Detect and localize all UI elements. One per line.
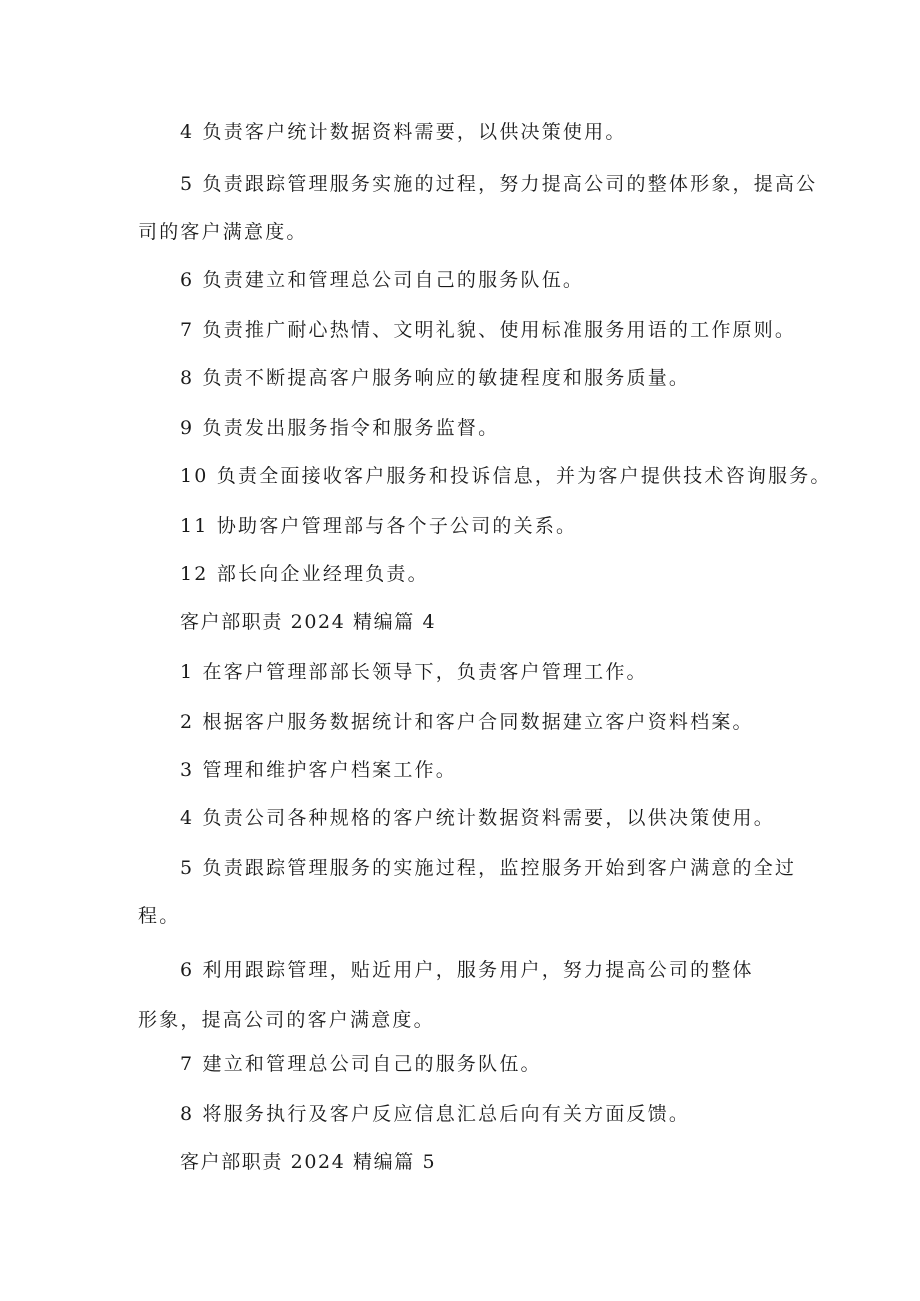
- paragraph-line: 8 负责不断提高客户服务响应的敏捷程度和服务质量。: [180, 367, 691, 389]
- paragraph-line: 9 负责发出服务指令和服务监督。: [180, 417, 500, 439]
- paragraph-line: 10 负责全面接收客户服务和投诉信息，并为客户提供技术咨询服务。: [180, 465, 832, 487]
- paragraph-line: 5 负责跟踪管理服务实施的过程，努力提高公司的整体形象，提高公: [180, 173, 818, 195]
- paragraph-line: 1 在客户管理部部长领导下，负责客户管理工作。: [180, 661, 648, 683]
- paragraph-line: 6 负责建立和管理总公司自己的服务队伍。: [180, 269, 585, 291]
- paragraph-line: 8 将服务执行及客户反应信息汇总后向有关方面反馈。: [180, 1103, 691, 1125]
- paragraph-line: 7 负责推广耐心热情、文明礼貌、使用标准服务用语的工作原则。: [180, 319, 797, 341]
- paragraph-line: 5 负责跟踪管理服务的实施过程，监控服务开始到客户满意的全过: [180, 857, 797, 879]
- paragraph-line: 3 管理和维护客户档案工作。: [180, 759, 457, 781]
- paragraph-line: 11 协助客户管理部与各个子公司的关系。: [180, 515, 578, 537]
- paragraph-line: 7 建立和管理总公司自己的服务队伍。: [180, 1053, 542, 1075]
- paragraph-line: 2 根据客户服务数据统计和客户合同数据建立客户资料档案。: [180, 711, 754, 733]
- paragraph-line: 司的客户满意度。: [138, 221, 308, 243]
- paragraph-line: 形象，提高公司的客户满意度。: [138, 1009, 435, 1031]
- section-heading: 客户部职责 2024 精编篇 5: [180, 1151, 437, 1173]
- section-heading: 客户部职责 2024 精编篇 4: [180, 611, 437, 633]
- paragraph-line: 4 负责客户统计数据资料需要，以供决策使用。: [180, 121, 627, 143]
- paragraph-line: 6 利用跟踪管理，贴近用户，服务用户，努力提高公司的整体: [180, 959, 754, 981]
- paragraph-line: 程。: [138, 905, 181, 927]
- paragraph-line: 12 部长向企业经理负责。: [180, 563, 429, 585]
- paragraph-line: 4 负责公司各种规格的客户统计数据资料需要，以供决策使用。: [180, 807, 775, 829]
